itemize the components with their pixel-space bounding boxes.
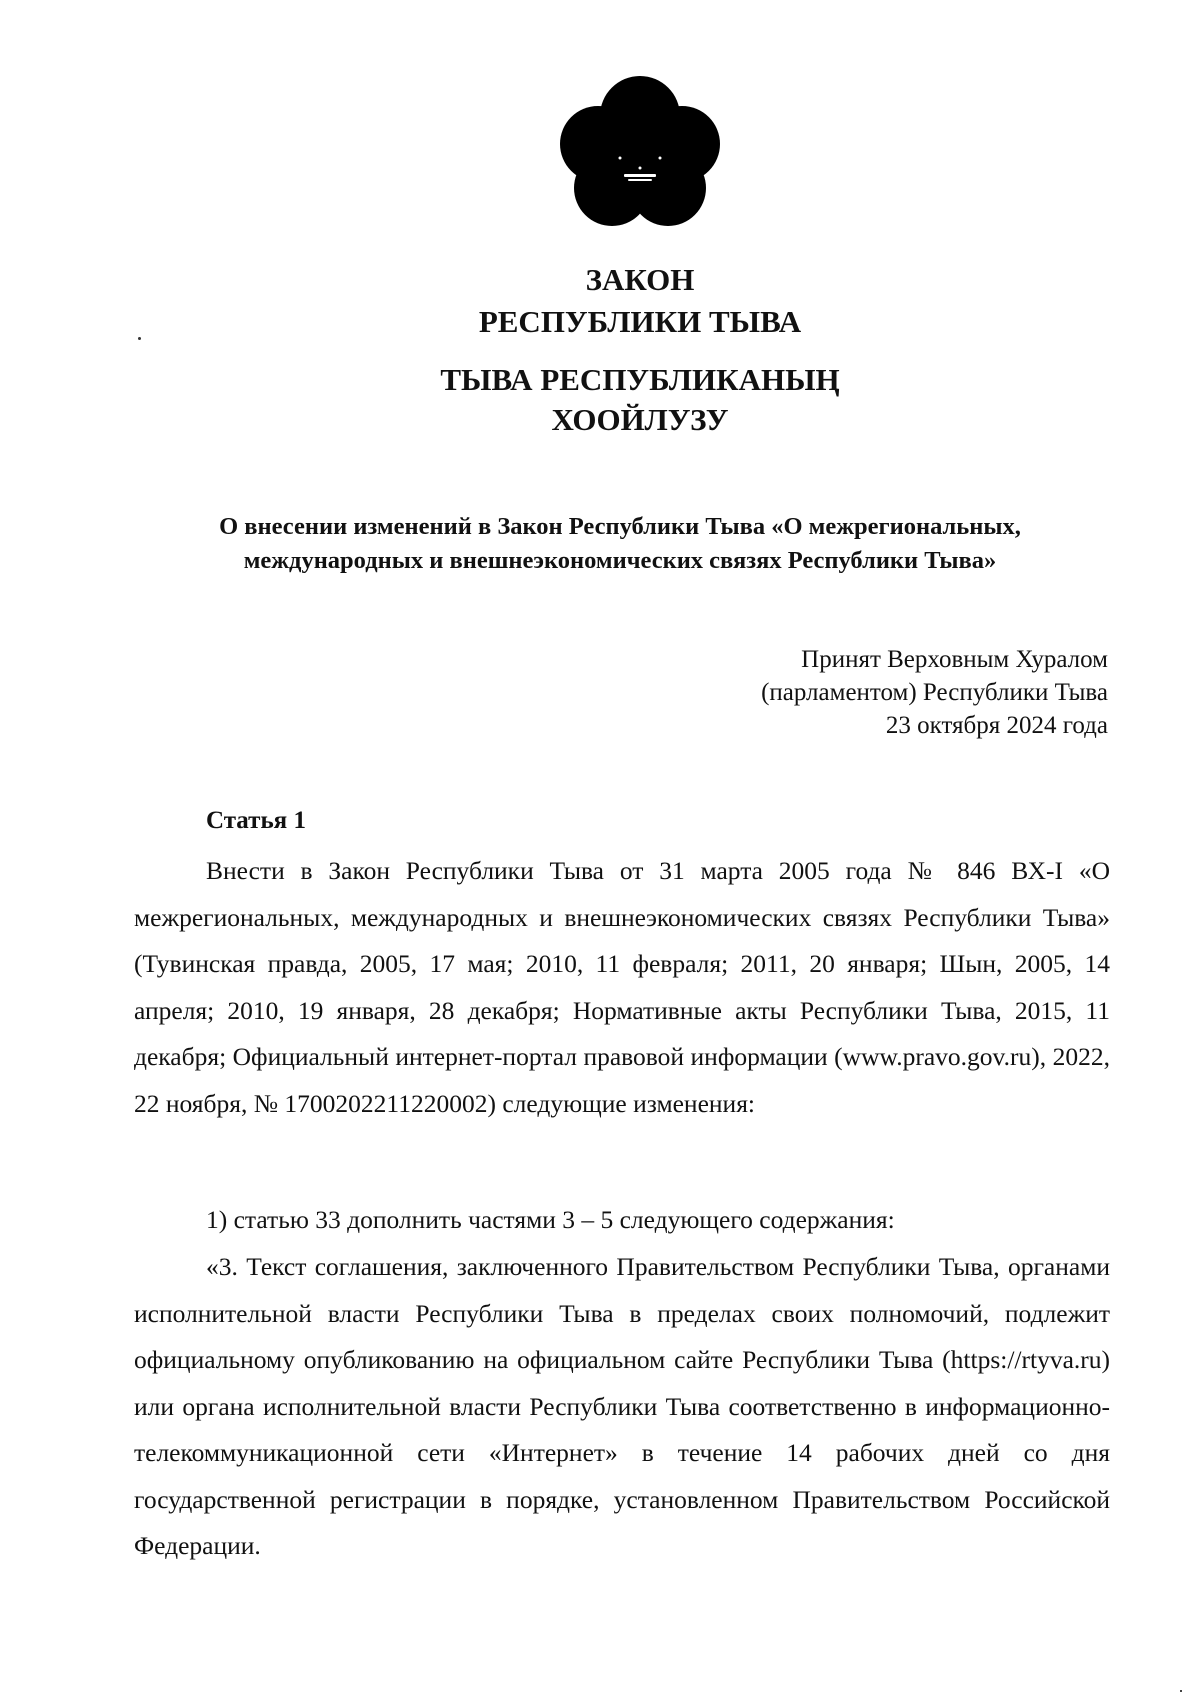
adoption-line: (парламентом) Республики Тыва xyxy=(761,679,1108,706)
adoption-line: Принят Верховным Хуралом xyxy=(801,646,1108,673)
scan-speck xyxy=(1180,1690,1182,1692)
article-paragraph: Внести в Закон Республики Тыва от 31 марта 2005 года № 846 ВХ-I «О межрегиональных, международных и внешнеэкономических связях Республики Тыва» (Тувинская правда, 2005, 17 мая; 2010, 11 февраля; 2011, 20 января; Шын, 2005, 14 апреля; 2010, 19 января, 28 декабря; Нормативные акты Республики Тыва, 2015, 11 декабря; Официальный интернет-портал правовой информации (www.pravo.gov.ru), 2022, 22 ноября, № 1700202211220002) следующие изменения: xyxy=(134,856,1110,1118)
law-title: ЗАКОН xyxy=(585,262,695,297)
adoption-date: 23 октября 2024 года xyxy=(885,712,1108,739)
law-subject xyxy=(130,510,1110,578)
law-subject-line: О внесении изменений в Закон Республики Тыва «О межрегиональных, xyxy=(219,513,1021,540)
article-paragraph: «3. Текст соглашения, заключенного Правительством Республики Тыва, органами исполнительной власти Республики Тыва в пределах своих полномочий, подлежит официальному опубликованию на официальном сайте Республики Тыва (https://rtyva.ru) или органа исполнительной власти Республики Тыва соответственно в информационно-телекоммуникационной сети «Интернет» в течение 14 рабочих дней со дня государственной регистрации в порядке, установленном Правительством Российской Федерации. xyxy=(134,1252,1110,1560)
article-paragraph: 1) статью 33 дополнить частями 3 – 5 следующего содержания: xyxy=(206,1205,895,1234)
tuva-coat-of-arms-icon xyxy=(560,70,720,232)
law-subject-line: международных и внешнеэкономических связях Республики Тыва» xyxy=(243,547,997,574)
law-title-tuvan: ТЫВА РЕСПУБЛИКАНЫҢ xyxy=(440,362,840,397)
law-title-republic: РЕСПУБЛИКИ ТЫВА xyxy=(478,304,802,339)
article-heading: Статья 1 xyxy=(206,807,306,834)
adoption-note xyxy=(761,643,1108,742)
law-title-tuvan-law: ХООЙЛУЗУ xyxy=(551,402,729,437)
